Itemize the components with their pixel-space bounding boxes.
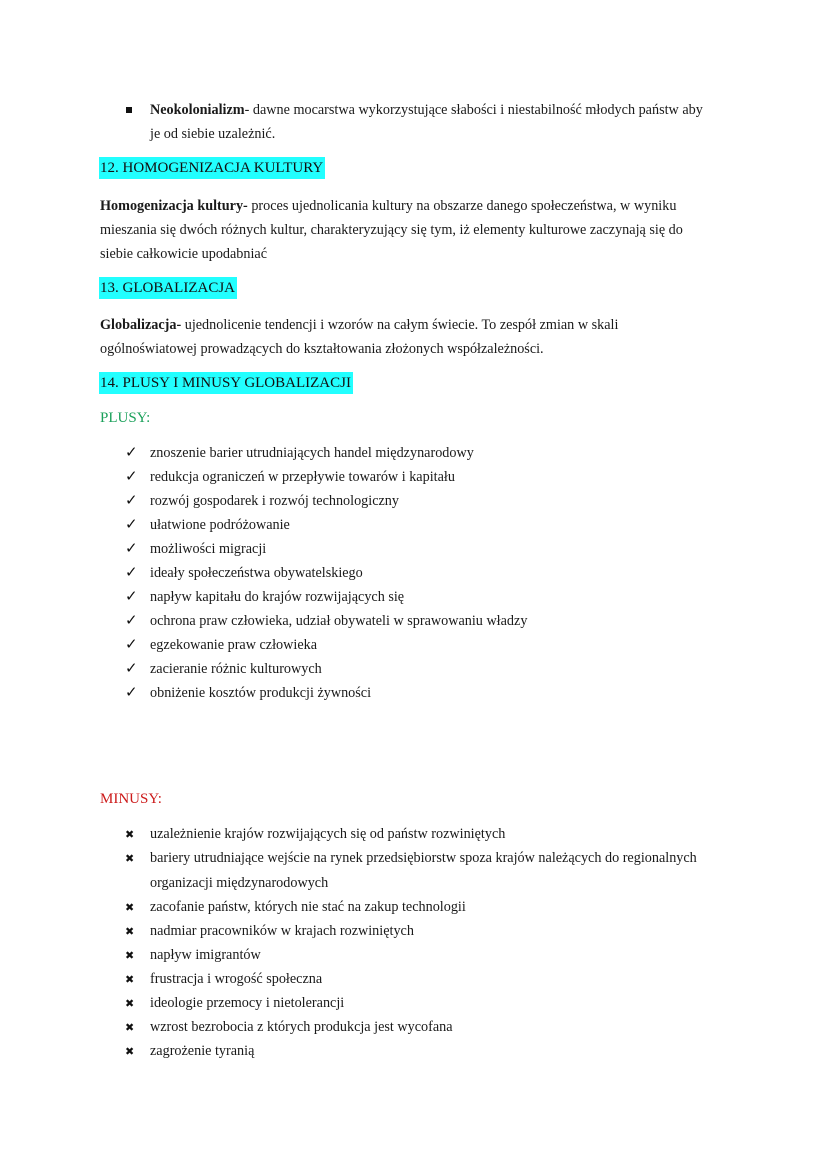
section-12-line-1: Homogenizacja kultury- proces ujednolicania kultury na obszarze danego społeczeństwa, w wyniku (100, 198, 677, 214)
section-12-line-3: siebie całkowicie upodabniać (100, 246, 268, 262)
check-icon: ✓ (125, 683, 138, 701)
plus-item: ideały społeczeństwa obywatelskiego (150, 565, 363, 581)
check-icon: ✓ (125, 443, 138, 461)
minus-item: uzależnienie krajów rozwijających się od państw rozwiniętych (150, 826, 506, 842)
check-icon: ✓ (125, 563, 138, 581)
plus-item: ochrona praw człowieka, udział obywateli w sprawowaniu władzy (150, 613, 528, 629)
plus-item: możliwości migracji (150, 541, 267, 557)
neokolonializm-line-2: je od siebie uzależnić. (150, 126, 276, 142)
section-12-term: Homogenizacja kultury- (100, 198, 248, 214)
minus-item: zagrożenie tyranią (150, 1043, 255, 1059)
check-icon: ✓ (125, 635, 138, 653)
plus-item: obniżenie kosztów produkcji żywności (150, 685, 372, 701)
section-13-term: Globalizacja- (100, 317, 182, 333)
check-icon: ✓ (125, 467, 138, 485)
minus-item: frustracja i wrogość społeczna (150, 971, 323, 987)
section-13-heading: 13. GLOBALIZACJA (99, 280, 237, 297)
minus-item: bariery utrudniające wejście na rynek przedsiębiorstw spoza krajów należących do regionalnych (150, 850, 697, 866)
check-icon: ✓ (125, 611, 138, 629)
section-12-line-2: mieszania się dwóch różnych kultur, charakteryzujący się tym, iż elementy kulturowe zaczynają się do (100, 222, 683, 238)
plus-item: egzekowanie praw człowieka (150, 637, 318, 653)
check-icon: ✓ (125, 515, 138, 533)
cross-icon: ✖ (125, 997, 135, 1010)
minus-item: ideologie przemocy i nietolerancji (150, 995, 345, 1011)
cross-icon: ✖ (125, 973, 135, 986)
minus-label: MINUSY: (100, 791, 162, 807)
cross-icon: ✖ (125, 1021, 135, 1034)
cross-icon: ✖ (125, 828, 135, 841)
minus-item: zacofanie państw, których nie stać na zakup technologii (150, 899, 466, 915)
plus-item: ułatwione podróżowanie (150, 517, 290, 533)
plus-item: napływ kapitału do krajów rozwijających się (150, 589, 405, 605)
plus-label: PLUSY: (100, 410, 151, 426)
plus-item: zacieranie różnic kulturowych (150, 661, 322, 677)
plus-item: redukcja ograniczeń w przepływie towarów i kapitału (150, 469, 455, 485)
cross-icon: ✖ (125, 1045, 135, 1058)
section-14-heading: 14. PLUSY I MINUSY GLOBALIZACJI (99, 375, 353, 392)
neokolonializm-line-1: Neokolonializm- dawne mocarstwa wykorzystujące słabości i niestabilność młodych państw aby (150, 102, 703, 118)
minus-item: wzrost bezrobocia z których produkcja jest wycofana (150, 1019, 453, 1035)
cross-icon: ✖ (125, 949, 135, 962)
section-13-line-1: Globalizacja- ujednolicenie tendencji i wzorów na całym świecie. To zespół zmian w skali (100, 317, 619, 333)
plus-item: znoszenie barier utrudniających handel międzynarodowy (150, 445, 474, 461)
plus-item: rozwój gospodarek i rozwój technologiczny (150, 493, 399, 509)
check-icon: ✓ (125, 491, 138, 509)
minus-item: napływ imigrantów (150, 947, 261, 963)
cross-icon: ✖ (125, 901, 135, 914)
cross-icon: ✖ (125, 925, 135, 938)
minus-item: nadmiar pracowników w krajach rozwiniętych (150, 923, 414, 939)
minus-item-continuation: organizacji międzynarodowych (150, 875, 329, 891)
section-13-line-2: ogólnoświatowej prowadzących do kształtowania złożonych współzależności. (100, 341, 544, 357)
check-icon: ✓ (125, 659, 138, 677)
check-icon: ✓ (125, 587, 138, 605)
cross-icon: ✖ (125, 852, 135, 865)
section-12-heading: 12. HOMOGENIZACJA KULTURY (99, 160, 325, 177)
check-icon: ✓ (125, 539, 138, 557)
neokolonializm-term: Neokolonializm (150, 102, 245, 118)
square-bullet-icon (126, 107, 132, 113)
